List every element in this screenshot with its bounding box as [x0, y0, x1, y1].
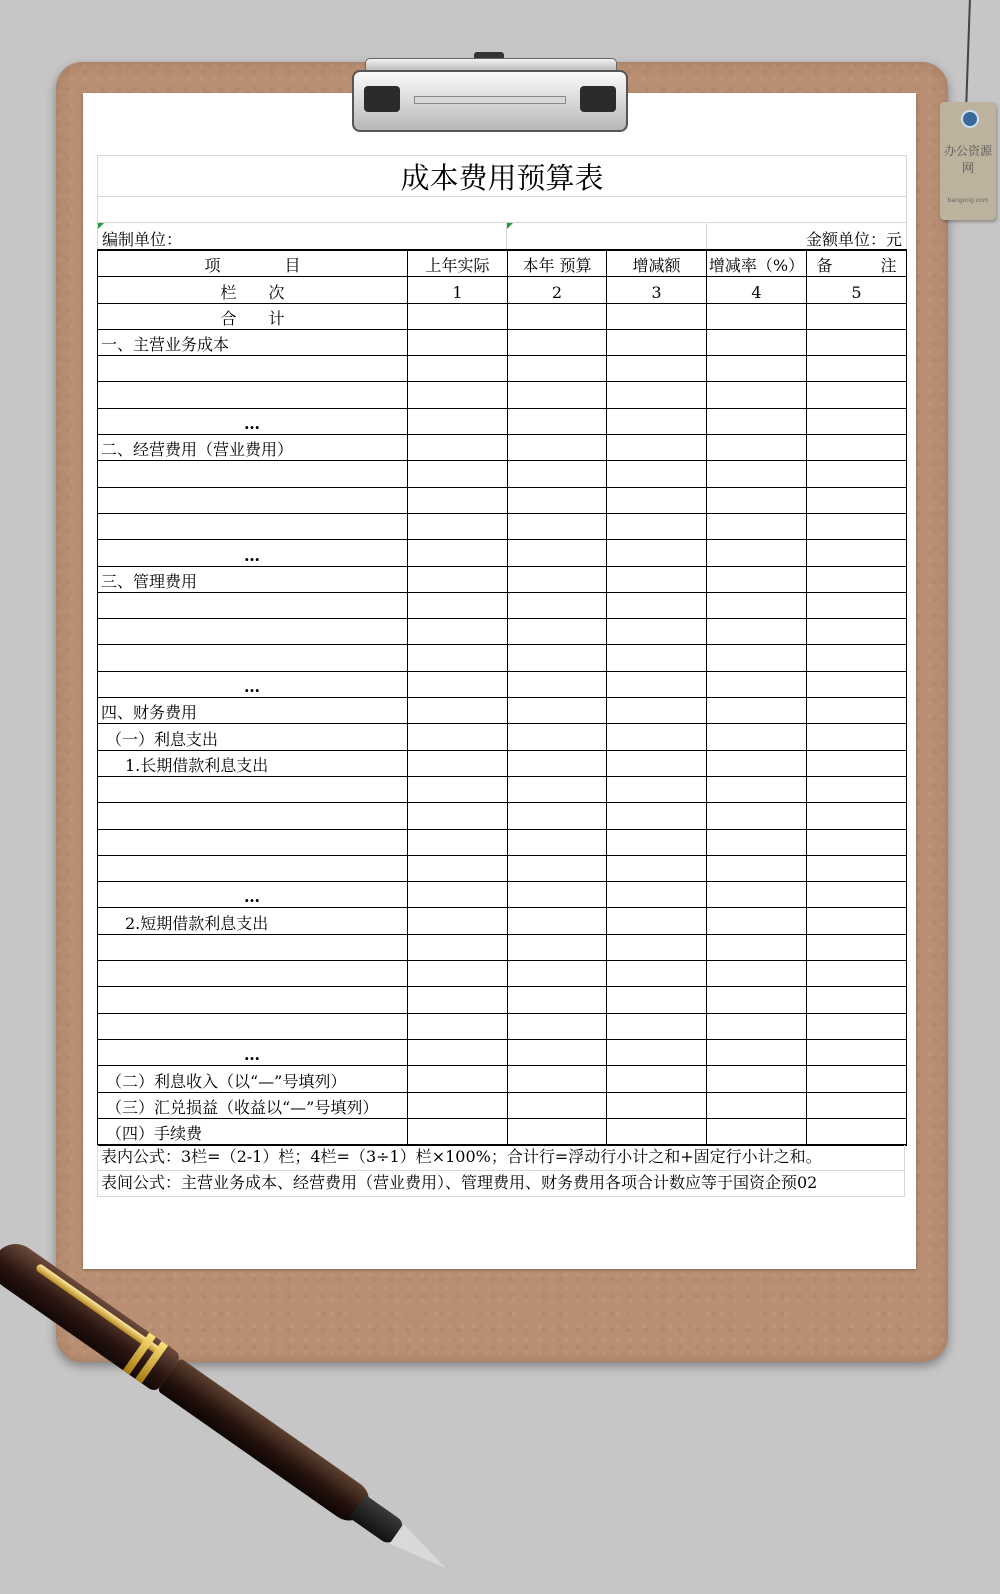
pen-nib: [390, 1524, 453, 1578]
value-cell[interactable]: [508, 829, 607, 855]
table-row: [98, 382, 907, 408]
row-label: [98, 855, 408, 881]
value-cell[interactable]: [707, 487, 807, 513]
value-cell[interactable]: [508, 619, 607, 645]
value-cell[interactable]: [607, 1039, 707, 1065]
value-cell[interactable]: [707, 803, 807, 829]
value-cell[interactable]: [607, 356, 707, 382]
value-cell[interactable]: [408, 776, 508, 802]
value-cell[interactable]: [508, 645, 607, 671]
row-label: [98, 934, 408, 960]
value-cell[interactable]: [607, 1118, 707, 1145]
value-cell[interactable]: [807, 803, 907, 829]
value-cell[interactable]: [607, 803, 707, 829]
clip-hole-left: [364, 86, 400, 112]
budget-table: [97, 249, 907, 1146]
value-cell[interactable]: [607, 329, 707, 355]
value-cell[interactable]: [807, 645, 907, 671]
value-cell[interactable]: [707, 382, 807, 408]
value-cell[interactable]: [408, 934, 508, 960]
row-label: 2.短期借款利息支出: [98, 908, 408, 934]
value-cell[interactable]: [707, 961, 807, 987]
value-cell[interactable]: [508, 356, 607, 382]
table-row: [98, 698, 907, 724]
formula-note-1: 表内公式：3栏=（2-1）栏；4栏=（3÷1）栏×100%；合计行=浮动行小计之和+固定行小计之和。: [97, 1145, 905, 1171]
value-cell[interactable]: [707, 645, 807, 671]
value-cell[interactable]: [508, 1039, 607, 1065]
table-row: [98, 908, 907, 934]
row-label: …: [98, 1039, 408, 1065]
value-cell[interactable]: [508, 934, 607, 960]
value-cell[interactable]: [607, 1092, 707, 1118]
value-cell[interactable]: [807, 776, 907, 802]
value-cell[interactable]: [408, 882, 508, 908]
tag-logo-text: 办公资源网: [943, 144, 992, 175]
value-cell[interactable]: [707, 1066, 807, 1092]
value-cell[interactable]: [408, 461, 508, 487]
value-cell[interactable]: [408, 724, 508, 750]
value-cell[interactable]: [508, 1118, 607, 1145]
clip-icon: [352, 70, 628, 132]
table-row: [98, 303, 907, 329]
row-label: [98, 356, 408, 382]
value-cell[interactable]: [508, 329, 607, 355]
value-cell[interactable]: [508, 671, 607, 697]
value-cell[interactable]: [607, 487, 707, 513]
row-label: [98, 776, 408, 802]
value-cell[interactable]: [408, 303, 508, 329]
value-cell[interactable]: [607, 698, 707, 724]
value-cell[interactable]: [408, 540, 508, 566]
row-label: 合 计: [98, 303, 408, 329]
value-cell[interactable]: [508, 908, 607, 934]
column-number: 4: [707, 277, 807, 303]
comment-marker-icon: [507, 223, 513, 229]
value-cell[interactable]: [607, 566, 707, 592]
value-cell[interactable]: [607, 540, 707, 566]
value-cell[interactable]: [408, 961, 508, 987]
value-cell[interactable]: [508, 1092, 607, 1118]
row-label: 一、主营业务成本: [98, 329, 408, 355]
formula-note-2: 表间公式：主营业务成本、经营费用（营业费用）、管理费用、财务费用各项合计数应等于国资企预02: [97, 1171, 905, 1197]
value-cell[interactable]: [807, 513, 907, 539]
value-cell[interactable]: [408, 1013, 508, 1039]
row-label: 四、财务费用: [98, 698, 408, 724]
value-cell[interactable]: [807, 566, 907, 592]
clip-bar: [414, 96, 566, 104]
value-cell[interactable]: [408, 356, 508, 382]
row-label: [98, 961, 408, 987]
value-cell[interactable]: [607, 671, 707, 697]
value-cell[interactable]: [508, 592, 607, 618]
value-cell[interactable]: [508, 882, 607, 908]
table-row: [98, 408, 907, 434]
header-last-year: 上年实际: [408, 250, 508, 277]
value-cell[interactable]: [607, 382, 707, 408]
value-cell[interactable]: [508, 987, 607, 1013]
table-row: [98, 750, 907, 776]
value-cell[interactable]: [807, 408, 907, 434]
value-cell[interactable]: [607, 303, 707, 329]
value-cell[interactable]: [807, 435, 907, 461]
header-this-year: 本年 预算: [508, 250, 607, 277]
value-cell[interactable]: [508, 724, 607, 750]
value-cell[interactable]: [707, 303, 807, 329]
value-cell[interactable]: [807, 698, 907, 724]
value-cell[interactable]: [508, 1066, 607, 1092]
row-label: [98, 382, 408, 408]
value-cell[interactable]: [607, 776, 707, 802]
row-label: 三、管理费用: [98, 566, 408, 592]
value-cell[interactable]: [607, 855, 707, 881]
value-cell[interactable]: [807, 961, 907, 987]
row-label: 二、经营费用（营业费用）: [98, 435, 408, 461]
value-cell[interactable]: [707, 356, 807, 382]
value-cell[interactable]: [508, 540, 607, 566]
value-cell[interactable]: [807, 487, 907, 513]
value-cell[interactable]: [408, 1066, 508, 1092]
table-row: [98, 540, 907, 566]
table-row: [98, 671, 907, 697]
value-cell[interactable]: [607, 645, 707, 671]
row-label: （一）利息支出: [98, 724, 408, 750]
value-cell[interactable]: [807, 987, 907, 1013]
value-cell[interactable]: [807, 540, 907, 566]
value-cell[interactable]: [607, 934, 707, 960]
blank-row: [97, 195, 907, 222]
table-row: [98, 1118, 907, 1145]
table-row: [98, 356, 907, 382]
value-cell[interactable]: [408, 329, 508, 355]
value-cell[interactable]: [607, 619, 707, 645]
value-cell[interactable]: [408, 645, 508, 671]
row-label: [98, 803, 408, 829]
table-row: [98, 1013, 907, 1039]
value-cell[interactable]: [707, 750, 807, 776]
column-number-row: [98, 277, 907, 303]
value-cell[interactable]: [607, 461, 707, 487]
value-cell[interactable]: [807, 1118, 907, 1145]
table-row: [98, 724, 907, 750]
value-cell[interactable]: [607, 1013, 707, 1039]
row-label: [98, 619, 408, 645]
row-label: …: [98, 882, 408, 908]
row-label: …: [98, 671, 408, 697]
value-cell[interactable]: [707, 408, 807, 434]
value-cell[interactable]: [807, 934, 907, 960]
tag-hole: [961, 110, 979, 128]
value-cell[interactable]: [707, 566, 807, 592]
value-cell[interactable]: [508, 855, 607, 881]
table-row: [98, 934, 907, 960]
value-cell[interactable]: [707, 987, 807, 1013]
value-cell[interactable]: [408, 382, 508, 408]
divider: [706, 223, 707, 249]
price-tag-icon: [940, 102, 996, 220]
value-cell[interactable]: [508, 776, 607, 802]
value-cell[interactable]: [408, 487, 508, 513]
value-cell[interactable]: [607, 592, 707, 618]
value-cell[interactable]: [807, 356, 907, 382]
value-cell[interactable]: [508, 461, 607, 487]
value-cell[interactable]: [408, 1039, 508, 1065]
value-cell[interactable]: [707, 908, 807, 934]
value-cell[interactable]: [707, 461, 807, 487]
value-cell[interactable]: [707, 619, 807, 645]
value-cell[interactable]: [408, 435, 508, 461]
row-label: [98, 987, 408, 1013]
value-cell[interactable]: [408, 803, 508, 829]
value-cell[interactable]: [707, 1092, 807, 1118]
value-cell[interactable]: [807, 619, 907, 645]
table-row: [98, 513, 907, 539]
table-row: [98, 987, 907, 1013]
table-row: [98, 329, 907, 355]
table-row: [98, 487, 907, 513]
value-cell[interactable]: [508, 513, 607, 539]
value-cell[interactable]: [408, 592, 508, 618]
value-cell[interactable]: [807, 908, 907, 934]
table-row: [98, 776, 907, 802]
value-cell[interactable]: [607, 750, 707, 776]
value-cell[interactable]: [807, 329, 907, 355]
value-cell[interactable]: [607, 435, 707, 461]
table-row: [98, 882, 907, 908]
value-cell[interactable]: [707, 1118, 807, 1145]
row-label: （三）汇兑损益（收益以“—”号填列）: [98, 1092, 408, 1118]
value-cell[interactable]: [707, 671, 807, 697]
row-label: [98, 592, 408, 618]
row-label: [98, 829, 408, 855]
value-cell[interactable]: [807, 303, 907, 329]
table-row: [98, 592, 907, 618]
pen-barrel: [157, 1358, 377, 1528]
table-row: [98, 645, 907, 671]
row-label: （四）手续费: [98, 1118, 408, 1145]
value-cell[interactable]: [508, 408, 607, 434]
value-cell[interactable]: [607, 908, 707, 934]
form-title: 成本费用预算表: [97, 155, 907, 197]
table-row: [98, 1092, 907, 1118]
value-cell[interactable]: [408, 829, 508, 855]
value-cell[interactable]: [807, 855, 907, 881]
value-cell[interactable]: [707, 724, 807, 750]
value-cell[interactable]: [508, 698, 607, 724]
value-cell[interactable]: [707, 934, 807, 960]
value-cell[interactable]: [607, 829, 707, 855]
row-label: 1.长期借款利息支出: [98, 750, 408, 776]
table-row: [98, 855, 907, 881]
value-cell[interactable]: [707, 1013, 807, 1039]
value-cell[interactable]: [607, 882, 707, 908]
value-cell[interactable]: [508, 1013, 607, 1039]
row-label: [98, 461, 408, 487]
table-row: [98, 1066, 907, 1092]
value-cell[interactable]: [508, 750, 607, 776]
table-row: [98, 803, 907, 829]
value-cell[interactable]: [408, 513, 508, 539]
value-cell[interactable]: [807, 1039, 907, 1065]
value-cell[interactable]: [408, 987, 508, 1013]
value-cell[interactable]: [707, 855, 807, 881]
value-cell[interactable]: [508, 487, 607, 513]
header-row: [98, 250, 907, 277]
column-number: 5: [807, 277, 907, 303]
compiling-unit-label: 编制单位：: [102, 230, 183, 249]
table-row: [98, 619, 907, 645]
value-cell[interactable]: [408, 671, 508, 697]
column-number-label: 栏 次: [98, 277, 408, 303]
value-cell[interactable]: [707, 882, 807, 908]
row-label: [98, 1013, 408, 1039]
row-label: [98, 513, 408, 539]
value-cell[interactable]: [807, 1092, 907, 1118]
value-cell[interactable]: [807, 724, 907, 750]
value-cell[interactable]: [807, 750, 907, 776]
header-change-rate: 增减率（%）: [707, 250, 807, 277]
unit-row: [97, 222, 907, 249]
value-cell[interactable]: [607, 408, 707, 434]
header-item: 项 目: [98, 250, 408, 277]
value-cell[interactable]: [707, 329, 807, 355]
value-cell[interactable]: [807, 1013, 907, 1039]
table-row: [98, 829, 907, 855]
value-cell[interactable]: [707, 1039, 807, 1065]
value-cell[interactable]: [707, 435, 807, 461]
value-cell[interactable]: [508, 803, 607, 829]
row-label: [98, 487, 408, 513]
value-cell[interactable]: [607, 987, 707, 1013]
value-cell[interactable]: [508, 961, 607, 987]
value-cell[interactable]: [508, 566, 607, 592]
value-cell[interactable]: [408, 855, 508, 881]
tag-string: [965, 0, 971, 110]
value-cell[interactable]: [408, 619, 508, 645]
value-cell[interactable]: [707, 592, 807, 618]
value-cell[interactable]: [607, 961, 707, 987]
value-cell[interactable]: [408, 408, 508, 434]
value-cell[interactable]: [807, 461, 907, 487]
value-cell[interactable]: [408, 566, 508, 592]
value-cell[interactable]: [707, 829, 807, 855]
table-row: [98, 961, 907, 987]
row-label: …: [98, 540, 408, 566]
table-row: [98, 566, 907, 592]
row-label: [98, 645, 408, 671]
header-change-amount: 增减额: [607, 250, 707, 277]
value-cell[interactable]: [807, 829, 907, 855]
value-cell[interactable]: [707, 698, 807, 724]
header-remarks: 备 注: [807, 250, 907, 277]
value-cell[interactable]: [807, 382, 907, 408]
value-cell[interactable]: [707, 513, 807, 539]
value-cell[interactable]: [508, 435, 607, 461]
value-cell[interactable]: [607, 724, 707, 750]
clip-hole-right: [580, 86, 616, 112]
column-number: 3: [607, 277, 707, 303]
table-row: [98, 461, 907, 487]
tag-small-text: bangong.com: [947, 197, 989, 204]
value-cell[interactable]: [807, 1066, 907, 1092]
value-cell[interactable]: [508, 382, 607, 408]
value-cell[interactable]: [807, 592, 907, 618]
value-cell[interactable]: [607, 513, 707, 539]
value-cell[interactable]: [508, 303, 607, 329]
value-cell[interactable]: [408, 908, 508, 934]
value-cell[interactable]: [408, 1092, 508, 1118]
value-cell[interactable]: [408, 1118, 508, 1145]
value-cell[interactable]: [408, 750, 508, 776]
amount-unit-label: 金额单位：元: [805, 230, 902, 249]
table-row: [98, 1039, 907, 1065]
column-number: 2: [508, 277, 607, 303]
value-cell[interactable]: [807, 882, 907, 908]
value-cell[interactable]: [807, 671, 907, 697]
value-cell[interactable]: [607, 1066, 707, 1092]
row-label: （二）利息收入（以“—”号填列）: [98, 1066, 408, 1092]
value-cell[interactable]: [707, 776, 807, 802]
table-row: [98, 435, 907, 461]
value-cell[interactable]: [707, 540, 807, 566]
row-label: …: [98, 408, 408, 434]
value-cell[interactable]: [408, 698, 508, 724]
column-number: 1: [408, 277, 508, 303]
